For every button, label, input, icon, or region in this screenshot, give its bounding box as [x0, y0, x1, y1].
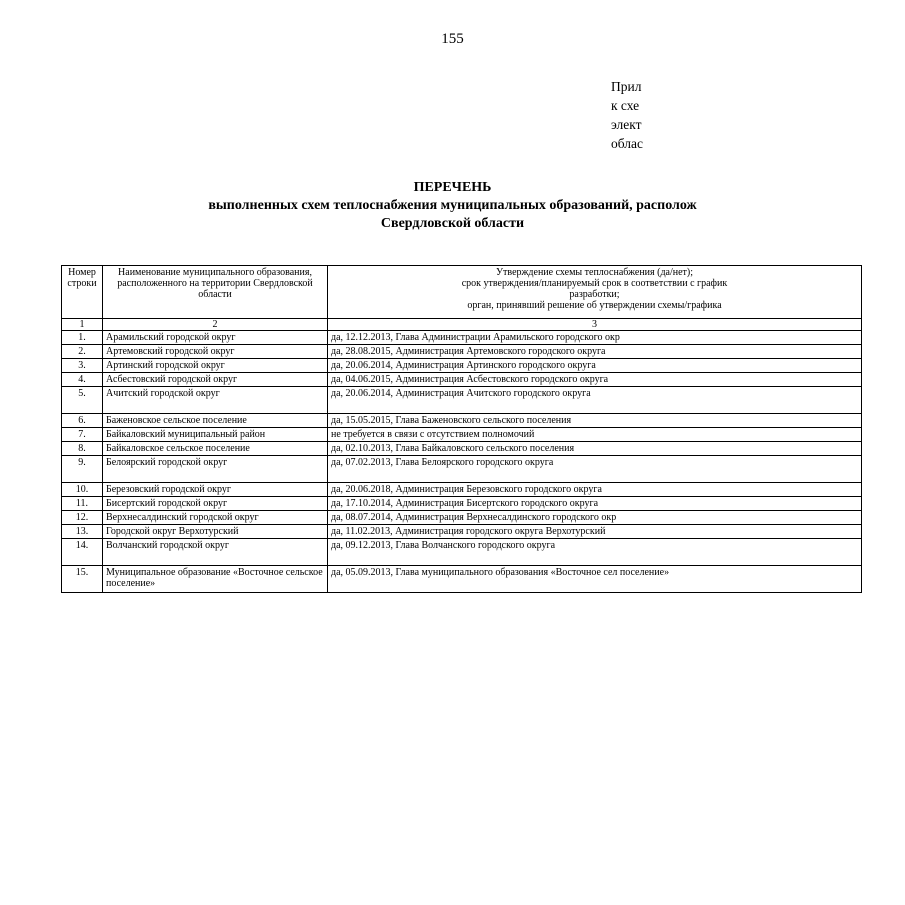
- table-row: [62, 539, 862, 566]
- approval-status: да, 17.10.2014, Администрация Бисертского городского округа: [328, 497, 862, 511]
- appendix-line: элект: [611, 117, 642, 132]
- municipality-name: Верхнесалдинский городской округ: [103, 511, 328, 525]
- row-number: 7.: [62, 428, 103, 442]
- row-number: 6.: [62, 414, 103, 428]
- header-approval-line: разработки;: [569, 289, 620, 300]
- table-row: [62, 359, 862, 373]
- heat-supply-schemes-table: [61, 265, 862, 593]
- row-number: 2.: [62, 345, 103, 359]
- document-heading: [0, 179, 905, 233]
- municipality-name: Байкаловское сельское поселение: [103, 442, 328, 456]
- row-number: 1.: [62, 331, 103, 345]
- page-number: 155: [441, 31, 464, 47]
- table-row: [62, 497, 862, 511]
- table-row: [62, 511, 862, 525]
- approval-status: да, 07.02.2013, Глава Белоярского городского округа: [328, 456, 862, 483]
- approval-status: да, 08.07.2014, Администрация Верхнесалдинского городского окр: [328, 511, 862, 525]
- column-number-row: [62, 319, 862, 331]
- municipality-name: Городской округ Верхотурский: [103, 525, 328, 539]
- municipality-name: Муниципальное образование «Восточное сельское поселение»: [103, 566, 328, 593]
- row-number: 9.: [62, 456, 103, 483]
- approval-status: да, 15.05.2015, Глава Баженовского сельского поселения: [328, 414, 862, 428]
- approval-status: да, 20.06.2014, Администрация Ачитского городского округа: [328, 387, 862, 414]
- row-number: 11.: [62, 497, 103, 511]
- row-number: 12.: [62, 511, 103, 525]
- header-approval-line: срок утверждения/планируемый срок в соответствии с график: [461, 278, 728, 289]
- municipality-name: Байкаловский муниципальный район: [103, 428, 328, 442]
- municipality-name: Арамильский городской округ: [103, 331, 328, 345]
- appendix-line: к схе: [611, 98, 640, 113]
- row-number: 3.: [62, 359, 103, 373]
- header-approval: [328, 266, 862, 319]
- row-number: 15.: [62, 566, 103, 593]
- table-row: [62, 373, 862, 387]
- row-number: 10.: [62, 483, 103, 497]
- column-number: 2: [103, 319, 328, 331]
- approval-status: не требуется в связи с отсутствием полномочий: [328, 428, 862, 442]
- table-row: [62, 483, 862, 497]
- municipality-name: Артемовский городской округ: [103, 345, 328, 359]
- column-number: 3: [328, 319, 862, 331]
- table-row: [62, 414, 862, 428]
- approval-status: да, 04.06.2015, Администрация Асбестовского городского округа: [328, 373, 862, 387]
- municipality-name: Ачитский городской округ: [103, 387, 328, 414]
- appendix-line: облас: [611, 136, 644, 151]
- column-number: 1: [62, 319, 103, 331]
- row-number: 4.: [62, 373, 103, 387]
- approval-status: да, 12.12.2013, Глава Администрации Арамильского городского окр: [328, 331, 862, 345]
- table-row: [62, 331, 862, 345]
- table-row: [62, 442, 862, 456]
- document-subtitle: выполненных схем теплоснабжения муниципальных образований, располож: [208, 198, 697, 213]
- table-row: [62, 456, 862, 483]
- header-municipality-name: Наименование муниципального образования, расположенного на территории Свердловской области: [103, 266, 328, 319]
- document-title: ПЕРЕЧЕНЬ: [413, 180, 492, 195]
- appendix-line: Прил: [611, 79, 642, 94]
- municipality-name: Бисертский городской округ: [103, 497, 328, 511]
- row-number: 8.: [62, 442, 103, 456]
- document-subtitle-region: Свердловской области: [380, 216, 525, 231]
- table-row: [62, 525, 862, 539]
- header-approval-line: орган, принявший решение об утверждении схемы/графика: [467, 300, 722, 311]
- table-row: [62, 345, 862, 359]
- approval-status: да, 05.09.2013, Глава муниципального образования «Восточное сел поселение»: [328, 566, 862, 593]
- row-number: 5.: [62, 387, 103, 414]
- municipality-name: Артинский городской округ: [103, 359, 328, 373]
- municipality-name: Баженовское сельское поселение: [103, 414, 328, 428]
- approval-status: да, 28.08.2015, Администрация Артемовского городского округа: [328, 345, 862, 359]
- approval-status: да, 20.06.2014, Администрация Артинского городского округа: [328, 359, 862, 373]
- municipality-name: Волчанский городской округ: [103, 539, 328, 566]
- municipality-name: Асбестовский городской округ: [103, 373, 328, 387]
- municipality-name: Белоярский городской округ: [103, 456, 328, 483]
- municipality-name: Березовский городской округ: [103, 483, 328, 497]
- approval-status: да, 09.12.2013, Глава Волчанского городского округа: [328, 539, 862, 566]
- row-number: 14.: [62, 539, 103, 566]
- approval-status: да, 11.02.2013, Администрация городского округа Верхотурский: [328, 525, 862, 539]
- header-approval-line: Утверждение схемы теплоснабжения (да/нет);: [495, 267, 694, 278]
- table-row: [62, 566, 862, 593]
- row-number: 13.: [62, 525, 103, 539]
- table-row: [62, 428, 862, 442]
- approval-status: да, 02.10.2013, Глава Байкаловского сельского поселения: [328, 442, 862, 456]
- table-header-row: [62, 266, 862, 319]
- approval-status: да, 20.06.2018, Администрация Березовского городского округа: [328, 483, 862, 497]
- table-row: [62, 387, 862, 414]
- appendix-note: [611, 77, 811, 153]
- header-row-number: Номер строки: [62, 266, 103, 319]
